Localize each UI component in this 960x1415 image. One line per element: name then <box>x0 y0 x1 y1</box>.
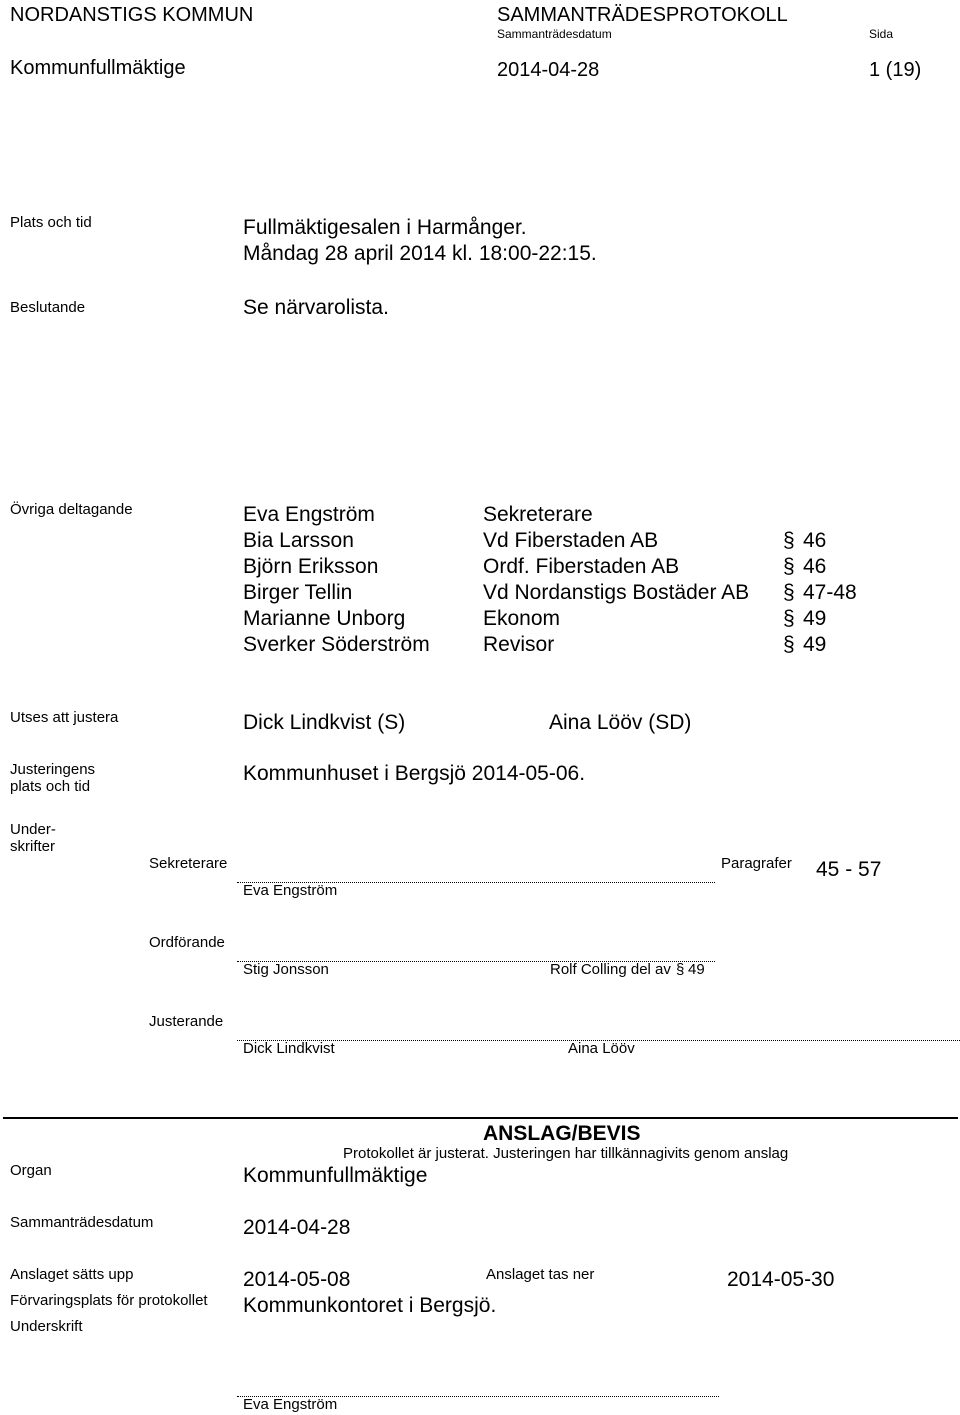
notice-date-value: 2014-04-28 <box>243 1216 351 1239</box>
participant-section: 49 <box>803 633 827 656</box>
participant-section: 49 <box>803 607 827 630</box>
signatures-label-2: skrifter <box>10 838 55 855</box>
organ-value: Kommunfullmäktige <box>243 1164 428 1187</box>
chair-name: Stig Jonsson <box>243 961 329 978</box>
place-line-1: Fullmäktigesalen i Harmånger. <box>243 216 527 239</box>
adjust-label: Utses att justera <box>10 709 119 726</box>
header-date-label: Sammanträdesdatum <box>497 27 612 41</box>
participant-role: Ekonom <box>483 607 561 630</box>
adjust-place-label-2: plats och tid <box>10 778 91 795</box>
participant-section: 47-48 <box>803 581 857 604</box>
participant-name: Birger Tellin <box>243 581 353 604</box>
notice-date-label: Sammanträdesdatum <box>10 1214 154 1231</box>
participant-role: Sekreterare <box>483 503 593 526</box>
notice-signature-name: Eva Engström <box>243 1396 338 1413</box>
removed-value: 2014-05-30 <box>727 1268 835 1291</box>
posted-value: 2014-05-08 <box>243 1268 351 1291</box>
paragraphs-value: 45 - 57 <box>816 858 882 881</box>
paragraphs-label: Paragrafer <box>721 855 792 872</box>
participant-role: Vd Fiberstaden AB <box>483 529 659 552</box>
section-symbol: § <box>783 633 795 656</box>
secretary-name: Eva Engström <box>243 882 338 899</box>
header-body: Kommunfullmäktige <box>10 57 186 79</box>
organ-label: Organ <box>10 1162 52 1179</box>
section-symbol: § <box>676 961 685 978</box>
adjuster-1-name: Dick Lindkvist <box>243 1040 335 1057</box>
participant-name: Björn Eriksson <box>243 555 379 578</box>
participant-section: 46 <box>803 529 827 552</box>
participant-section: 46 <box>803 555 827 578</box>
notice-subtitle: Protokollet är justerat. Justeringen har tillkännagivits genom anslag <box>343 1145 789 1162</box>
storage-value: Kommunkontoret i Bergsjö. <box>243 1294 497 1317</box>
signature-label: Underskrift <box>10 1318 83 1335</box>
participant-role: Ordf. Fiberstaden AB <box>483 555 680 578</box>
participant-name: Eva Engström <box>243 503 375 526</box>
section-symbol: § <box>783 555 795 578</box>
notice-title: ANSLAG/BEVIS <box>483 1122 641 1145</box>
document-type: SAMMANTRÄDESPROTOKOLL <box>497 4 788 26</box>
section-symbol: § <box>783 581 795 604</box>
chair-name-2: Rolf Colling del av <box>550 961 671 978</box>
notice-divider <box>3 1117 958 1119</box>
adjuster-1: Dick Lindkvist (S) <box>243 711 406 734</box>
others-label: Övriga deltagande <box>10 501 133 518</box>
deciding-value: Se närvarolista. <box>243 296 389 319</box>
secretary-label: Sekreterare <box>149 855 228 872</box>
adjuster-2-name: Aina Lööv <box>568 1040 635 1057</box>
posted-label: Anslaget sätts upp <box>10 1266 134 1283</box>
chair-section: 49 <box>688 961 705 978</box>
participant-name: Bia Larsson <box>243 529 354 552</box>
section-symbol: § <box>783 607 795 630</box>
deciding-label: Beslutande <box>10 299 86 316</box>
storage-label: Förvaringsplats för protokollet <box>10 1292 208 1309</box>
participant-role: Revisor <box>483 633 555 656</box>
adjuster-label: Justerande <box>149 1013 224 1030</box>
organization-name: NORDANSTIGS KOMMUN <box>10 4 254 26</box>
adjust-place-value: Kommunhuset i Bergsjö 2014-05-06. <box>243 762 586 785</box>
header-page: 1 (19) <box>869 59 922 81</box>
participant-name: Sverker Söderström <box>243 633 430 656</box>
place-line-2: Måndag 28 april 2014 kl. 18:00-22:15. <box>243 242 597 265</box>
header-page-label: Sida <box>869 27 894 41</box>
participant-role: Vd Nordanstigs Bostäder AB <box>483 581 750 604</box>
section-symbol: § <box>783 529 795 552</box>
header-date: 2014-04-28 <box>497 59 600 81</box>
removed-label: Anslaget tas ner <box>486 1266 595 1283</box>
adjuster-2: Aina Lööv (SD) <box>549 711 692 734</box>
adjust-place-label-1: Justeringens <box>10 761 96 778</box>
signatures-label-1: Under- <box>10 821 56 838</box>
chair-label: Ordförande <box>149 934 225 951</box>
participant-name: Marianne Unborg <box>243 607 406 630</box>
place-label: Plats och tid <box>10 214 92 231</box>
